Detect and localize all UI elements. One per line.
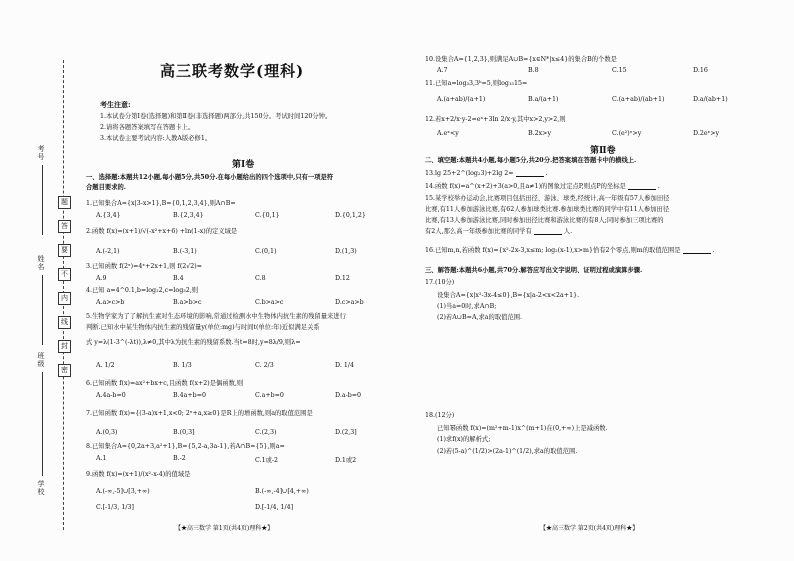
option-a: A.9 [96,275,107,282]
option-a: A.1 [96,455,107,462]
section-instruction: 二、填空题:本题共4小题,每小题5分,共20分.把答案填在答题卡中的横线上. [425,157,637,164]
question-stem: 15.某学校举办运动会,比赛项目包括田径、游泳、球类,经统计,高一年级有57人参加田径 [425,195,670,202]
option-d: D.12 [335,275,350,282]
option-a: A.(a+ab)/(a+1) [437,96,486,103]
option-c: C.8 [255,275,266,282]
part1-heading: 第Ⅰ卷 [232,160,255,170]
exam-number-line [42,165,43,235]
question-stem: 10.设集合A={1,2,3},则满足A∪B={x∈N*|x≤4}的集合B的个数是 [425,56,617,63]
option-b: B. 1/3 [173,362,192,369]
option-b: B.2x>y [528,130,552,137]
question-stem [425,228,572,236]
notice-heading: 考生注意: [100,100,131,109]
question-stem: 16.已知m,n,若函数 f(x)={x²-2x-3,x≤m; log₂(x-1),x>m}恰有2个零点,则m的取值范围是 . [425,247,715,254]
option-d: D.1或2 [335,457,357,464]
question-stem: 2.函数 f(x)=(x+1)/√(-x²+x+6) +ln(1-x)的定义域是 [86,228,238,235]
question-stem: 12.若x+2/x·y-2=eˣ+3ln 2/x·y,其中x>2,y>2,则 [425,116,566,123]
page-footer: 【★高三数学 第1页(共4页)理科★】 [175,525,274,532]
sub-question: (2)若(5-a)^(1/2)>(2a-1)^(1/2),求a的取值范围. [437,448,578,455]
binding-strip [0,0,80,561]
part2-heading: 第Ⅱ卷 [590,146,616,156]
option-a: A.(-2,1) [96,248,120,255]
question-stem: 13.lg 25+2^(log₂3)+2lg 2= . [425,170,548,177]
option-b: B.(0,3] [173,429,195,436]
question-stem: 已知幂函数 f(x)=(m²+m-1)x^(m+1)在(0,+∞)上是减函数. [437,425,608,432]
seal-char: 答 [58,220,71,233]
option-c: C.b>a>c [255,299,284,306]
seal-char: 要 [58,244,71,257]
class-label: 班级 [37,352,45,368]
option-c: C.15 [612,67,627,74]
q17-title: 17.(10分) [425,279,455,286]
exam-title: 高三联考数学(理科) [160,62,305,80]
sub-question: (1)求f(x)的解析式; [437,436,491,443]
option-c: C.{0,1} [255,212,280,219]
option-d: D.a/(ab+1) [693,96,728,103]
sub-question: (2)若A∪B=A,求a的取值范围. [437,314,523,321]
option-d: D.{0,1,2} [335,212,366,219]
option-b: B.a/(a+1) [528,96,559,103]
section-instruction: 一、选择题:本题共12小题,每小题5分,共50分.在每小题给出的四个选项中,只有一项是符 [86,174,334,181]
option-a: A.eˣ<y [437,130,459,137]
option-a: A. 1/2 [96,362,115,369]
option-b: B.4 [173,275,184,282]
option-d: D.c>a>b [335,299,364,306]
option-c: C.1或-2 [255,457,279,464]
option-c: C.(2,3) [255,429,277,436]
q15-unit: 人. [563,228,573,235]
q14-text: 14.函数 f(x)=a^(x+2)+3(a>0,且a≠1)的图象过定点P,则点P的坐标是 [425,183,626,190]
seal-char: 封 [58,340,71,353]
option-c: C.(0,1) [255,248,277,255]
answer-blank [628,183,656,190]
option-d: D.(1,3) [335,248,357,255]
question-stem: 判断.已知水中某生物体内抗生素的残留量y(单位:mg)与时间t(单位:年)近似满足关系 [86,324,320,331]
option-d: D.(2,3] [335,429,357,436]
q15-text: 有2人,那么高一年级参加比赛的同学有 [425,228,532,235]
seal-char: 题 [58,196,71,209]
option-a: A.(0,3) [96,429,118,436]
option-b: B.{2,3,4} [173,212,204,219]
name-line [42,275,43,345]
seal-char: 不 [58,268,71,281]
answer-blank [516,170,544,177]
option-b: B.-2 [173,455,186,462]
option-c: C.a+b=0 [255,392,284,399]
question-stem: 比赛,有11人参加游泳比赛,有62人参加球类比赛.参加球类比赛的同学中有11人参加田径 [425,206,670,213]
option-d: D.a-b=0 [335,392,362,399]
q18-title: 18.(12分) [425,412,455,419]
question-stem: 4.已知 a=4^0.1,b=log₂2,c=log₃2,则 [86,287,199,294]
option-b: B.(-3,1) [173,248,197,255]
q13-text: 13.lg 25+2^(log₂3)+2lg 2= [425,170,514,177]
option-b: B.a>b>c [173,299,202,306]
option-a: A.(-∞,-5]∪[3,+∞) [96,488,150,495]
option-c: C.(e²)ˣ>y [612,130,642,137]
option-c: C. 2/3 [255,362,274,369]
answer-blank [683,247,711,254]
exam-number-label: 考号 [37,145,45,161]
sub-question: (1)当a=0时,求A∩B; [437,303,497,310]
option-a: A.7 [437,67,448,74]
seal-char: 线 [58,316,71,329]
question-stem: 9.函数 f(x)=(x+1)/(x²-x-4)的值域是 [86,471,191,478]
section-instruction: 三、解答题:本题共6小题,共70分.解答应写出文字说明、证明过程或演算步骤. [425,267,643,274]
option-b: B.(-∞,-4]∪[4,+∞) [255,488,309,495]
option-a: A.a>c>b [96,299,125,306]
notice-line: 2.请将各题答案填写在答题卡上。 [100,124,195,131]
section-instruction: 合题目要求的. [86,184,126,191]
school-line [42,440,43,476]
name-label: 姓名 [37,255,45,271]
option-d: D.2eˣ>y [693,130,720,137]
option-c: C.(a+ab)/(ab+1) [612,96,665,103]
page-footer: 【★高三数学 第2页(共4页)理科★】 [540,525,639,532]
option-a: A.{3,4} [96,212,121,219]
option-b: B.4a+b=0 [173,392,206,399]
question-stem: 11.已知a=log₃3,3ᵇ=5,则log₁₅15= [425,80,528,87]
question-stem: 1.已知集合A={x|3-x>1},B={0,1,2,3,4},则A∩B= [86,200,236,207]
notice-line: 3.本试卷主要考试内容:人教A版必修1。 [100,135,212,142]
option-d: D.16 [693,67,708,74]
question-stem: 7.已知函数 f(x)={(3-a)x+1,x<0; 2ˣ+a,x≥0}是R上的增函数,则a的取值范围是 [86,410,313,417]
question-stem: 14.函数 f(x)=a^(x+2)+3(a>0,且a≠1)的图象过定点P,则点P的坐标是 . [425,183,660,190]
question-stem: 5.生物学家为了了解抗生素对生态环境的影响,常通过检测水中生物体内抗生素的残留量来进行 [86,313,346,320]
notice-line: 1.本试卷分第Ⅰ卷(选择题)和第Ⅱ卷(非选择题)两部分,共150分。考试时间120分钟。 [100,113,332,120]
question-stem: 式 y=λ(1-3^(-λt)),λ≠0,其中λ为抗生素的残留系数.当t=8时,y=8λ/9,则λ= [86,339,301,346]
question-stem: 6.已知函数 f(x)=ax²+bx+c,且函数 f(x+2)是偶函数,则 [86,380,244,387]
option-d: D.[-1/4, 1/4] [255,504,294,511]
question-stem: 3.已知函数 f(2ˣ)=4ˣ+2x+1,则 f(2√2)= [86,263,203,270]
question-stem: 设集合A={x|x²-3x-4≤0},B={x|a-2<x<2a+1}. [437,292,580,299]
option-c: C.[-1/3, 1/3] [96,504,134,511]
answer-blank [534,228,562,235]
option-d: D. 1/4 [335,362,354,369]
question-stem: 比赛,有13人参加游泳比赛,同时参加田径比赛和游泳比赛的有8人;同时参加三项比赛的 [425,217,664,224]
seal-char: 密 [58,364,71,377]
school-label: 学校 [37,480,45,496]
option-a: A.4a-b=0 [96,392,126,399]
class-line [42,372,43,442]
question-stem: 8.已知集合A={0,2a+3,a²+1},B={5,2-a,3a-1},若A∩B={5},则a= [86,443,285,450]
q16-text: 16.已知m,n,若函数 f(x)={x²-2x-3,x≤m; log₂(x-1),x>m}恰有2个零点,则m的取值范围是 [425,247,681,254]
option-b: B.8 [528,67,539,74]
seal-char: 内 [58,292,71,305]
